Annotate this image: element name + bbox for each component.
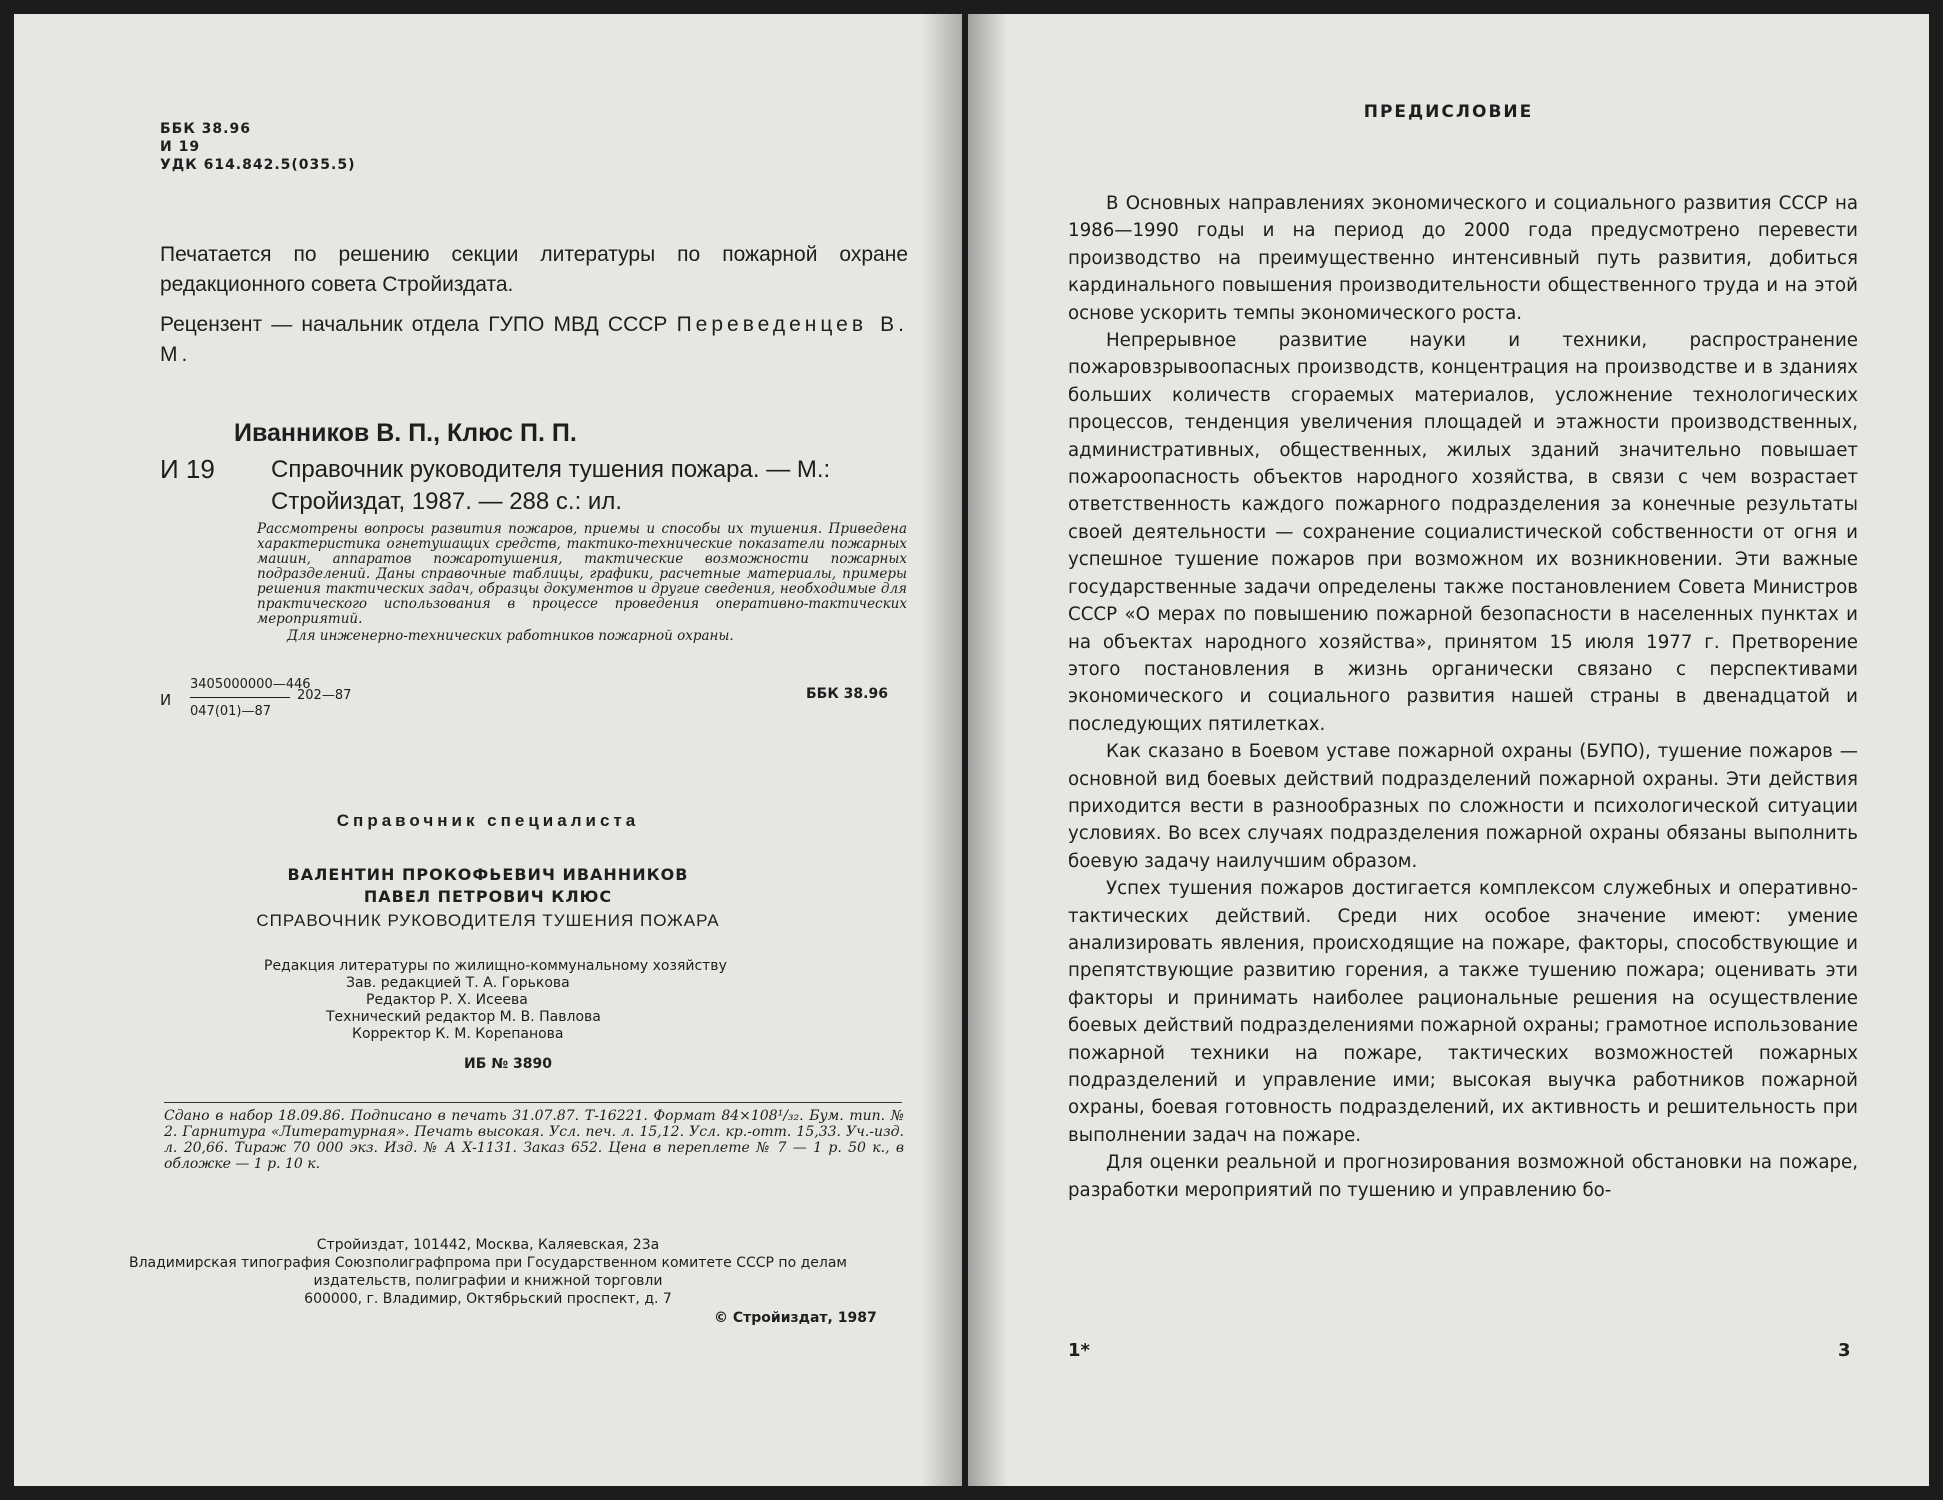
credit-line: Редактор Р. Х. Исеева [366,992,528,1008]
credit-line: Редакция литературы по жилищно-коммунальному хозяйству [264,958,727,974]
spine-shadow-right [968,14,1008,1486]
imprint-divider [164,1102,902,1103]
annotation [257,522,907,644]
reviewer-role: Рецензент — начальник отдела ГУПО МВД СССР [160,313,668,336]
title-caps: СПРАВОЧНИК РУКОВОДИТЕЛЯ ТУШЕНИЯ ПОЖАРА [256,911,720,930]
imprint-details: Сдано в набор 18.09.86. Подписано в печать 31.07.87. Т-16221. Формат 84×108¹/₃₂. Бум. тип. № 2. Гарнитура «Литературная». Печать высокая. Усл. печ. л. 15,12. Усл. кр.-отт. 15,33. Уч.-изд. л. 20,66. Тираж 70 000 экз. Изд. № А Х-1131. Заказ 652. Цена в переплете № 7 — 1 р. 50 к., в обложке — 1 р. 10 к. [164,1108,904,1172]
annotation-text: Рассмотрены вопросы развития пожаров, приемы и способы их тушения. Приведена характеристика огнетушащих средств, тактико-технические показатели пожарных машин, аппаратов пожаротушения, тактические возможности пожарных подразделений. Даны справочные таблицы, графики, расчетные материалы, примеры решения тактических задач, образцы документов и другие сведения, необходимые для практического использования в процессе проведения оперативно-тактических мероприятий. [257,521,907,627]
page-number: 3 [1838,1340,1851,1361]
press-line: Стройиздат, 101442, Москва, Каляевская, 23а [316,1237,660,1253]
udk-code: УДК 614.842.5(035.5) [160,157,356,173]
classification-codes [160,120,356,174]
credit-line: Технический редактор М. В. Павлова [326,1009,601,1025]
copyright: © Стройиздат, 1987 [714,1310,877,1326]
book-title: Справочник руководителя тушения пожара. — М.: Стройиздат, 1987. — 288 с.: ил. [271,456,831,515]
paragraph: Непрерывное развитие науки и техники, распространение пожаровзрывоопасных производств, концентрация на производстве и в зданиях больших количеств сгораемых материалов, усложнение технологических процессов, тенденция увеличения площадей и этажности производственных, административных, общественных, жилых зданий значительно повышает пожароопасность объектов народного хозяйства, в связи с чем возрастает ответственность каждого пожарного подразделения за конечные результаты своей деятельности — сохранение социалистической собственности от огня и успешное тушение пожаров при возможном их возникновении. Эти важные государственные задачи определены также постановлением Совета Министров СССР «О мерах по повышению пожарной безопасности в населенных пунктах и на объектах народного хозяйства», принятом 15 июля 1977 г. Претворение этого постановления в жизнь органически связано с перспективами экономического и социального развития нашей страны в двенадцатой и последующих пятилетках. [1068,330,1858,735]
editorial-credits [264,958,824,1043]
ib-number: ИБ № 3890 [464,1056,552,1072]
credit-line: Корректор К. М. Корепанова [352,1026,564,1042]
publisher-press [14,1236,962,1308]
page-heading: ПРЕДИСЛОВИЕ [1363,102,1534,122]
audience: Для инженерно-технических работников пожарной охраны. [287,628,734,644]
signature-mark: 1* [1068,1340,1090,1361]
isbn-denominator: 047(01)—87 [190,704,272,719]
press-line: 600000, г. Владимир, Октябрьский проспект, д. 7 [304,1291,672,1307]
preface-text [1068,190,1858,1204]
right-page [968,14,1929,1486]
isbn-fraction-line [190,697,290,698]
paragraph: Успех тушения пожаров достигается комплексом служебных и оперативно-тактических действий. Среди них особое значение имеют: умение анализировать явления, происходящие на пожаре, факторы, способствующие и препятствующие развитию горения, а также тушению пожара; оценивать эти факторы и принимать наиболее рациональные решения на осуществление боевых действий подразделениями пожарной охраны; грамотное использование пожарной техники на пожаре, тактических возможностей пожарных подразделений и управление ими; высокая выучка работников пожарной охраны, боевая готовность подразделений, их активность и решительность при выполнении задач на пожаре. [1068,878,1858,1146]
reviewer-name: Переведенцев В. М. [160,313,908,366]
bbk-bottom: ББК 38.96 [806,686,888,702]
author-full-2: ПАВЕЛ ПЕТРОВИЧ КЛЮС [363,887,613,906]
paragraph: В Основных направлениях экономического и социального развития СССР на 1986—1990 годы и на период до 2000 года предусмотрено перевести производство на преимущественно интенсивный путь развития, добиться кардинального повышения производительности общественного труда и на этой основе ускорить темпы экономического роста. [1068,193,1858,324]
paragraph: Для оценки реальной и прогнозирования возможной обстановки на пожаре, разработки мероприятий по тушению и управлению бо- [1068,1152,1858,1201]
paragraph: Как сказано в Боевом уставе пожарной охраны (БУПО), тушение пожаров — основной вид боевых действий подразделений пожарной охраны. Эти действия приходится вести в разнообразных по сложности и психологической ситуации условиях. Во всех случаях подразделения пожарной охраны обязаны выполнить боевую задачу наилучшим образом. [1068,741,1858,872]
press-line: Владимирская типография Союзполиграфпрома при Государственном комитете СССР по делам издательств, полиграфии и книжной торговли [129,1255,847,1289]
author-full-1: ВАЛЕНТИН ПРОКОФЬЕВИЧ ИВАННИКОВ [287,865,689,884]
isbn-suffix: 202—87 [297,688,352,703]
credit-line: Зав. редакцией Т. А. Горькова [346,975,570,991]
printed-by-decision: Печатается по решению секции литературы по пожарной охране редакционного совета Стройиздата. [160,243,908,296]
index-code: И 19 [160,139,201,155]
isbn-numerator: 3405000000—446 [190,677,311,692]
bbk-code: ББК 38.96 [160,121,251,137]
book-index: И 19 [160,454,215,484]
left-page [14,14,962,1486]
reviewer [160,310,908,370]
series-title: Справочник специалиста [336,811,640,830]
authors: Иванников В. П., Клюс П. П. [234,419,577,447]
isbn-letter: И [160,691,172,709]
